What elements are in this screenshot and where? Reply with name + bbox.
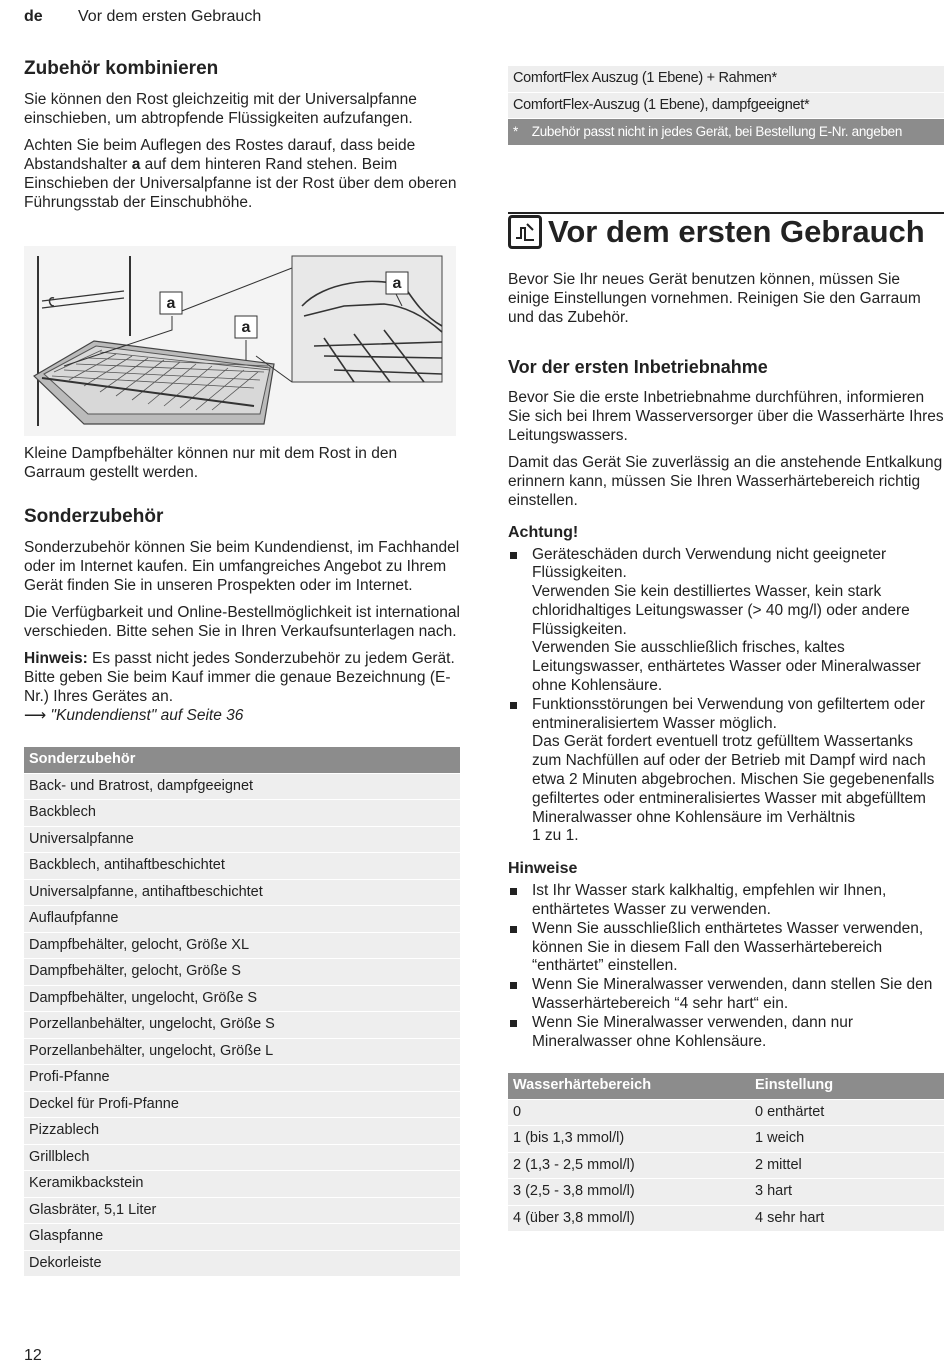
hardness-row	[508, 1179, 944, 1206]
figure-label-a-2: a	[241, 319, 251, 336]
accessory-row: Backblech	[24, 800, 460, 827]
rack-pan-illustration	[24, 246, 456, 436]
hardness-setting: 3 hart	[755, 1183, 793, 1200]
combine-text-b: auf dem hinteren Rand stehen. Beim Einschieben der Universalpfanne ist der Rost über dem oberen Führungsstab der Einschubhöhe.	[24, 156, 457, 211]
first-use-heading: Vor der ersten Inbetriebnahme	[508, 356, 768, 377]
hint-item-4: Wenn Sie Mineralwasser verwenden, dann nur Mineralwasser ohne Kohlensäure.	[508, 1014, 944, 1052]
first-use-paragraph-2: Damit das Gerät Sie zuverlässig an die anstehende Entkalkung erinnern kann, müssen Sie Ihren Wasserhärtebereich richtig einstellen.	[508, 453, 943, 509]
accessory-row: Universalpfanne, antihaftbeschichtet	[24, 880, 460, 907]
accessory-row: Deckel für Profi-Pfanne	[24, 1092, 460, 1119]
hardness-setting: 2 mittel	[755, 1156, 802, 1173]
hardness-setting: 1 weich	[755, 1130, 805, 1147]
note-text: Es passt nicht jedes Sonderzubehör zu jedem Gerät. Bitte geben Sie beim Kauf immer die genaue Bezeichnung (E-Nr.) Ihres Gerätes an.	[24, 650, 455, 705]
combine-paragraph-2	[24, 136, 460, 212]
header-title: Vor dem ersten Gebrauch	[78, 8, 262, 25]
hardness-row	[508, 1206, 944, 1233]
accessory-row: Backblech, antihaftbeschichtet	[24, 853, 460, 880]
accessory-row: Porzellanbehälter, ungelocht, Größe S	[24, 1012, 460, 1039]
comfortflex-row-1: ComfortFlex Auszug (1 Ebene) + Rahmen*	[508, 66, 944, 93]
comfortflex-table	[508, 66, 944, 146]
first-use-icon	[508, 215, 542, 249]
combine-heading: Zubehör kombinieren	[24, 58, 219, 79]
accessory-row: Glasbräter, 5,1 Liter	[24, 1198, 460, 1225]
rack-pan-drawing	[24, 246, 456, 436]
accessory-row: Dampfbehälter, ungelocht, Größe S	[24, 986, 460, 1013]
special-note	[24, 649, 460, 706]
accessory-row: Keramikbackstein	[24, 1171, 460, 1198]
hint-item-1: Ist Ihr Wasser stark kalkhaltig, empfehlen wir Ihnen, enthärtetes Wasser zu verwenden.	[508, 882, 944, 920]
figure-label-a-3: a	[392, 275, 402, 292]
left-column-lower	[24, 444, 460, 1277]
accessory-row: Porzellanbehälter, ungelocht, Größe L	[24, 1039, 460, 1066]
hardness-range: 3 (2,5 - 3,8 mmol/l)	[513, 1183, 635, 1200]
hardness-header-setting: Einstellung	[755, 1077, 834, 1094]
special-paragraph-1: Sonderzubehör können Sie beim Kundendienst, im Fachhandel oder im Internet kaufen. Ein umfangreiches Angebot zu Ihrem Gerät finden Sie in unseren Prospekten oder im Internet.	[24, 539, 460, 594]
combine-paragraph-1: Sie können den Rost gleichzeitig mit der Universalpfanne einschieben, um abtropfende Flüssigkeiten aufzufangen.	[24, 91, 417, 127]
note-label: Hinweis:	[24, 650, 88, 667]
accessory-table-header: Sonderzubehör	[24, 747, 460, 774]
accessory-row: Universalpfanne	[24, 827, 460, 854]
note-reference	[24, 706, 460, 725]
hardness-range: 1 (bis 1,3 mmol/l)	[513, 1130, 625, 1147]
accessory-row: Profi-Pfanne	[24, 1065, 460, 1092]
accessory-row: Back- und Bratrost, dampfgeeignet	[24, 774, 460, 801]
hardness-range: 4 (über 3,8 mmol/l)	[513, 1209, 635, 1226]
intro-paragraph: Bevor Sie Ihr neues Gerät benutzen können, müssen Sie einige Einstellungen vornehmen. Reinigen Sie den Garraum und das Zubehör.	[508, 270, 921, 326]
hardness-row	[508, 1126, 944, 1153]
hardness-table-header	[508, 1073, 944, 1100]
caution-item-2: Funktionsstörungen bei Verwendung von gefiltertem oder entmineralisiertem Wasser möglich. Das Gerät fordert eventuell trotz gefülltem Wassertanks zum Nachfüllen auf oder der Betrieb mit Dampf wird nach etwa 2 Minuten abgebrochen. Mischen Sie gegebenenfalls gefiltertes oder entmineralisiertes Wasser mit abgefülltem Mineralwasser ohne Kohlensäure im Verhältnis 1 zu 1.	[508, 696, 944, 846]
footnote-star: *	[513, 124, 518, 139]
spacer-marker: a	[131, 156, 141, 173]
page-number: 12	[24, 1347, 42, 1364]
hint-item-3: Wenn Sie Mineralwasser verwenden, dann stellen Sie den Wasserhärtebereich “4 sehr hart“ ein.	[508, 976, 944, 1014]
hardness-range: 2 (1,3 - 2,5 mmol/l)	[513, 1156, 635, 1173]
accessory-row: Glaspfanne	[24, 1224, 460, 1251]
accessory-row: Auflaufpfanne	[24, 906, 460, 933]
caution-heading: Achtung!	[508, 523, 579, 541]
footnote-text: Zubehör passt nicht in jedes Gerät, bei Bestellung E-Nr. angeben	[531, 124, 903, 139]
language-tag: de	[24, 8, 43, 25]
combine-text-a: Achten Sie beim Auflegen des Rostes darauf, dass beide Abstandshalter	[24, 137, 416, 173]
comfortflex-footnote	[508, 119, 944, 146]
hardness-header-range: Wasserhärtebereich	[513, 1077, 652, 1094]
hints-list	[508, 882, 944, 1051]
page-header	[24, 8, 261, 26]
accessory-row: Grillblech	[24, 1145, 460, 1172]
special-heading: Sonderzubehör	[24, 506, 164, 527]
caution-list	[508, 546, 944, 847]
special-paragraph-2: Die Verfügbarkeit und Online-Bestellmöglichkeit ist international verschieden. Bitte sehen Sie in Ihren Verkaufsunterlagen nach.	[24, 604, 460, 640]
comfortflex-row-2: ComfortFlex-Auszug (1 Ebene), dampfgeeignet*	[508, 93, 944, 120]
hardness-row	[508, 1100, 944, 1127]
accessory-table	[24, 747, 460, 1277]
hardness-setting: 0 enthärtet	[755, 1103, 825, 1120]
left-column	[24, 58, 460, 220]
section-title-text: Vor dem ersten Gebrauch	[548, 213, 925, 249]
reference-link[interactable]: "Kundendienst" auf Seite 36	[50, 707, 244, 724]
accessory-row: Dampfbehälter, gelocht, Größe XL	[24, 933, 460, 960]
hint-item-2: Wenn Sie ausschließlich enthärtetes Wasser verwenden, können Sie in diesem Fall den Wasserhärtebereich “enthärtet” einstellen.	[508, 920, 944, 976]
accessory-row: Dampfbehälter, gelocht, Größe S	[24, 959, 460, 986]
right-column	[508, 66, 944, 1232]
caution-item-1: Geräteschäden durch Verwendung nicht geeigneter Flüssigkeiten. Verwenden Sie kein destilliertes Wasser, kein stark chloridhaltiges Leitungswasser (> 40 mg/l) oder andere Flüssigkeiten. Verwenden Sie ausschließlich frisches, kaltes Leitungswasser, enthärtetes Wasser oder Mineralwasser ohne Kohlensäure.	[508, 546, 944, 696]
section-title	[508, 212, 944, 250]
figure-label-a-1: a	[166, 295, 176, 312]
hints-heading: Hinweise	[508, 860, 578, 878]
first-use-paragraph-1: Bevor Sie die erste Inbetriebnahme durchführen, informieren Sie sich bei Ihrem Wasserversorger über die Wasserhärte Ihres Leitungswassers.	[508, 388, 944, 444]
hardness-row	[508, 1153, 944, 1180]
water-hardness-table	[508, 1073, 944, 1232]
accessory-row: Pizzablech	[24, 1118, 460, 1145]
accessory-row: Dekorleiste	[24, 1251, 460, 1278]
arrow-right-icon: ⟶	[24, 707, 51, 724]
hardness-range: 0	[513, 1103, 522, 1120]
figure-caption: Kleine Dampfbehälter können nur mit dem Rost in den Garraum gestellt werden.	[24, 445, 398, 481]
hardness-setting: 4 sehr hart	[755, 1209, 825, 1226]
